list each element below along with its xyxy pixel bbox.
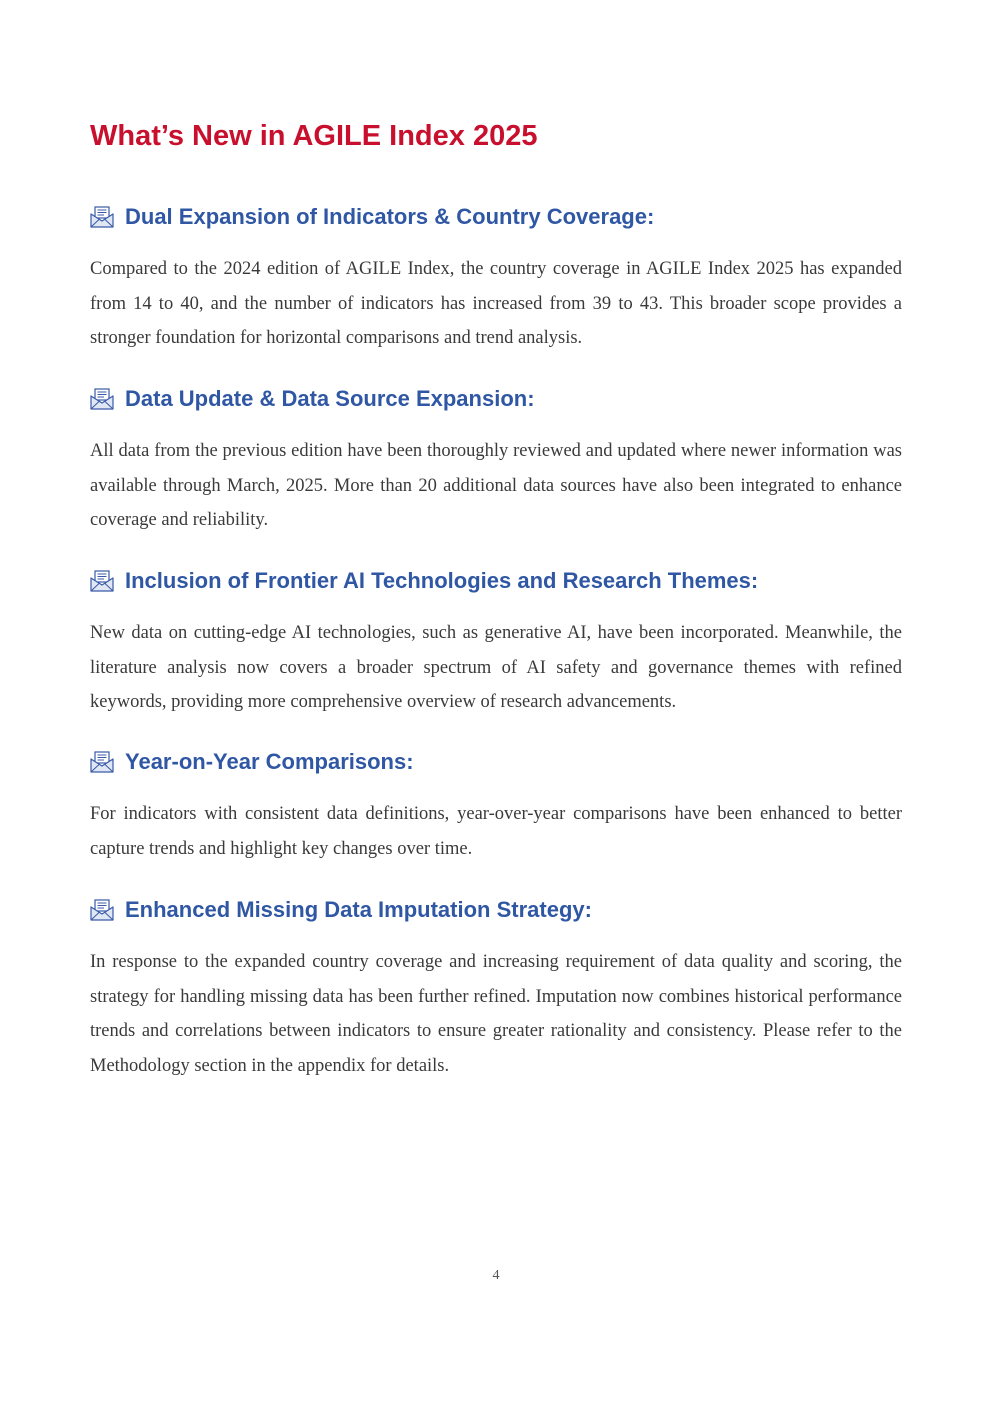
section-body: In response to the expanded country coverage and increasing requirement of data quality and scoring, the strategy for handling missing data has been further refined. Imputation now combines historical performance trends and correlations between indicators to ensure greater rationality and consistency. Please refer to the Methodology section in the appendix for details.: [90, 952, 902, 1076]
section-year-on-year: [90, 747, 902, 866]
section-frontier-ai: [90, 566, 902, 720]
section-dual-expansion: [90, 202, 902, 356]
section-data-update: [90, 384, 902, 538]
envelope-document-icon: [90, 570, 114, 592]
section-body: For indicators with consistent data definitions, year-over-year comparisons have been enhanced to better capture trends and highlight key changes over time.: [90, 804, 902, 859]
section-heading: [90, 895, 902, 925]
section-heading-text: Inclusion of Frontier AI Technologies and Research Themes:: [125, 568, 759, 593]
section-heading: [90, 747, 902, 777]
envelope-document-icon: [90, 206, 114, 228]
section-body: New data on cutting-edge AI technologies, such as generative AI, have been incorporated. Meanwhile, the literature analysis now covers a broader spectrum of AI safety and governance themes with refined keywords, providing more comprehensive overview of research advancements.: [90, 623, 902, 712]
section-heading: [90, 566, 902, 596]
section-heading-text: Enhanced Missing Data Imputation Strategy:: [125, 897, 592, 922]
envelope-document-icon: [90, 388, 114, 410]
envelope-document-icon: [90, 899, 114, 921]
section-heading-text: Year-on-Year Comparisons:: [125, 749, 414, 774]
section-heading: [90, 384, 902, 414]
page-title: What’s New in AGILE Index 2025: [90, 120, 538, 152]
page-number: 4: [492, 1268, 500, 1283]
section-body: All data from the previous edition have been thoroughly reviewed and updated where newer information was available through March, 2025. More than 20 additional data sources have also been integrated to enhance coverage and reliability.: [90, 441, 902, 530]
envelope-document-icon: [90, 751, 114, 773]
section-heading-text: Dual Expansion of Indicators & Country Coverage:: [125, 204, 655, 229]
section-missing-data: [90, 895, 902, 1083]
section-heading-text: Data Update & Data Source Expansion:: [125, 386, 535, 411]
section-body: Compared to the 2024 edition of AGILE Index, the country coverage in AGILE Index 2025 has expanded from 14 to 40, and the number of indicators has increased from 39 to 43. This broader scope provides a stronger foundation for horizontal comparisons and trend analysis.: [90, 259, 902, 348]
section-heading: [90, 202, 902, 232]
